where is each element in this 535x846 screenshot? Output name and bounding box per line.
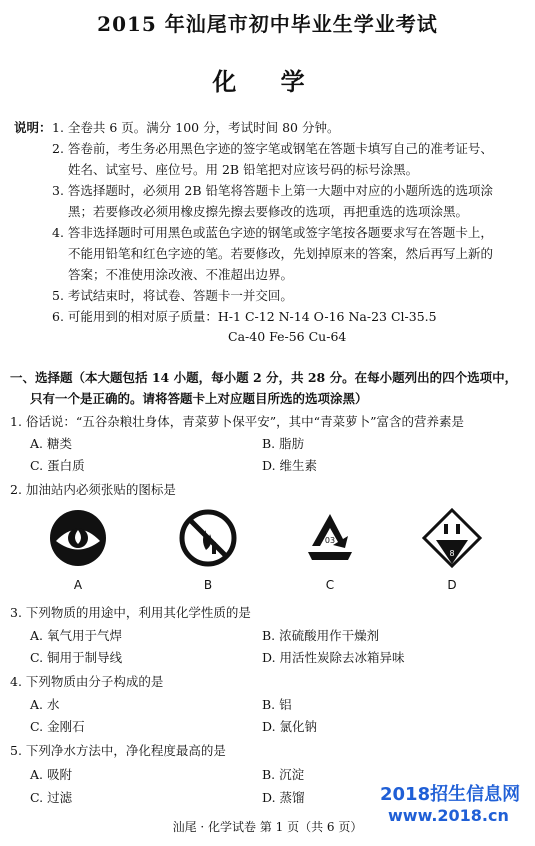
option-b: B. 脂肪 [262, 436, 305, 451]
section-heading: 只有一个是正确的。请将答题卡上对应题目所选的选项涂黑） [30, 391, 368, 406]
question-stem: 3. 下列物质的用途中，利用其化学性质的是 [10, 605, 251, 620]
corrosive-icon [422, 508, 482, 568]
option-a: A. 氧气用于气焊 [30, 628, 122, 643]
icon-label-a: A [73, 578, 83, 592]
option-b: B. 沉淀 [262, 767, 305, 782]
instruction-line: 1. 全卷共 6 页。满分 100 分，考试时间 80 分钟。 [52, 120, 340, 135]
option-d: D. 氯化钠 [262, 719, 318, 734]
instruction-line: Ca-40 Fe-56 Cu-64 [228, 329, 347, 344]
question-stem: 5. 下列净水方法中，净化程度最高的是 [10, 743, 226, 758]
section-heading: 一、选择题（本大题包括 14 小题，每小题 2 分，共 28 分。在每小题列出的四个选项中， [10, 370, 518, 385]
instruction-line: 3. 答选择题时，必须用 2B 铅笔将答题卡上第一大题中对应的小题所选的选项涂 [52, 183, 493, 198]
recycle-code: 03 [324, 536, 336, 545]
icon-label-c: C [325, 578, 335, 592]
watermark-url[interactable]: www.2018.cn [388, 806, 509, 825]
option-a: A. 糖类 [30, 436, 72, 451]
option-c: C. 金刚石 [30, 719, 85, 734]
question-stem: 1. 俗话说：“五谷杂粮壮身体，青菜萝卜保平安”，其中“青菜萝卜”富含的营养素是 [10, 414, 464, 429]
option-a: A. 吸附 [30, 767, 72, 782]
watermark-site-name: 2018招生信息网 [380, 784, 521, 805]
option-b: B. 浓硫酸用作干燥剂 [262, 628, 380, 643]
option-b: B. 铝 [262, 697, 292, 712]
instruction-line: 6. 可能用到的相对原子质量：H-1 C-12 N-14 O-16 Na-23 Cl-35.5 [52, 309, 437, 324]
water-saving-icon [48, 508, 108, 568]
page-footer: 汕尾 · 化学试卷 第 1 页（共 6 页） [172, 820, 363, 834]
option-d: D. 蒸馏 [262, 790, 305, 805]
icon-label-b: B [203, 578, 213, 592]
option-c: C. 蛋白质 [30, 458, 85, 473]
question-stem: 2. 加油站内必须张贴的图标是 [10, 482, 176, 497]
svg-text:8: 8 [449, 549, 455, 558]
sign-icons [0, 503, 535, 603]
recycle-icon [300, 508, 360, 568]
instruction-line: 姓名、试室号、座位号。用 2B 铅笔把对应该号码的标号涂黑。 [68, 162, 419, 177]
subject-title: 化 学 [212, 67, 323, 96]
exam-title: 2015 年汕尾市初中毕业生学业考试 [97, 12, 438, 36]
no-fire-icon [178, 508, 238, 568]
instruction-line: 不能用铅笔和红色字迹的笔。若要修改，先划掉原来的答案，然后再写上新的 [68, 246, 494, 261]
instruction-line: 4. 答非选择题时可用黑色或蓝色字迹的钢笔或签字笔按各题要求写在答题卡上， [52, 225, 493, 240]
icon-label-d: D [447, 578, 457, 592]
option-c: C. 过滤 [30, 790, 73, 805]
option-a: A. 水 [30, 697, 60, 712]
instruction-line: 黑；若要修改必须用橡皮擦先擦去要修改的选项，再把重选的选项涂黑。 [68, 204, 469, 219]
instruction-line: 2. 答卷前，考生务必用黑色字迹的签字笔或钢笔在答题卡填写自己的准考证号、 [52, 141, 493, 156]
option-c: C. 铜用于制导线 [30, 650, 123, 665]
question-stem: 4. 下列物质由分子构成的是 [10, 674, 164, 689]
instruction-line: 5. 考试结束时，将试卷、答题卡一并交回。 [52, 288, 293, 303]
instruction-line: 答案；不准使用涂改液、不准超出边界。 [68, 267, 294, 282]
option-d: D. 维生素 [262, 458, 318, 473]
instructions-label: 说明： [14, 120, 52, 135]
option-d: D. 用活性炭除去冰箱异味 [262, 650, 405, 665]
